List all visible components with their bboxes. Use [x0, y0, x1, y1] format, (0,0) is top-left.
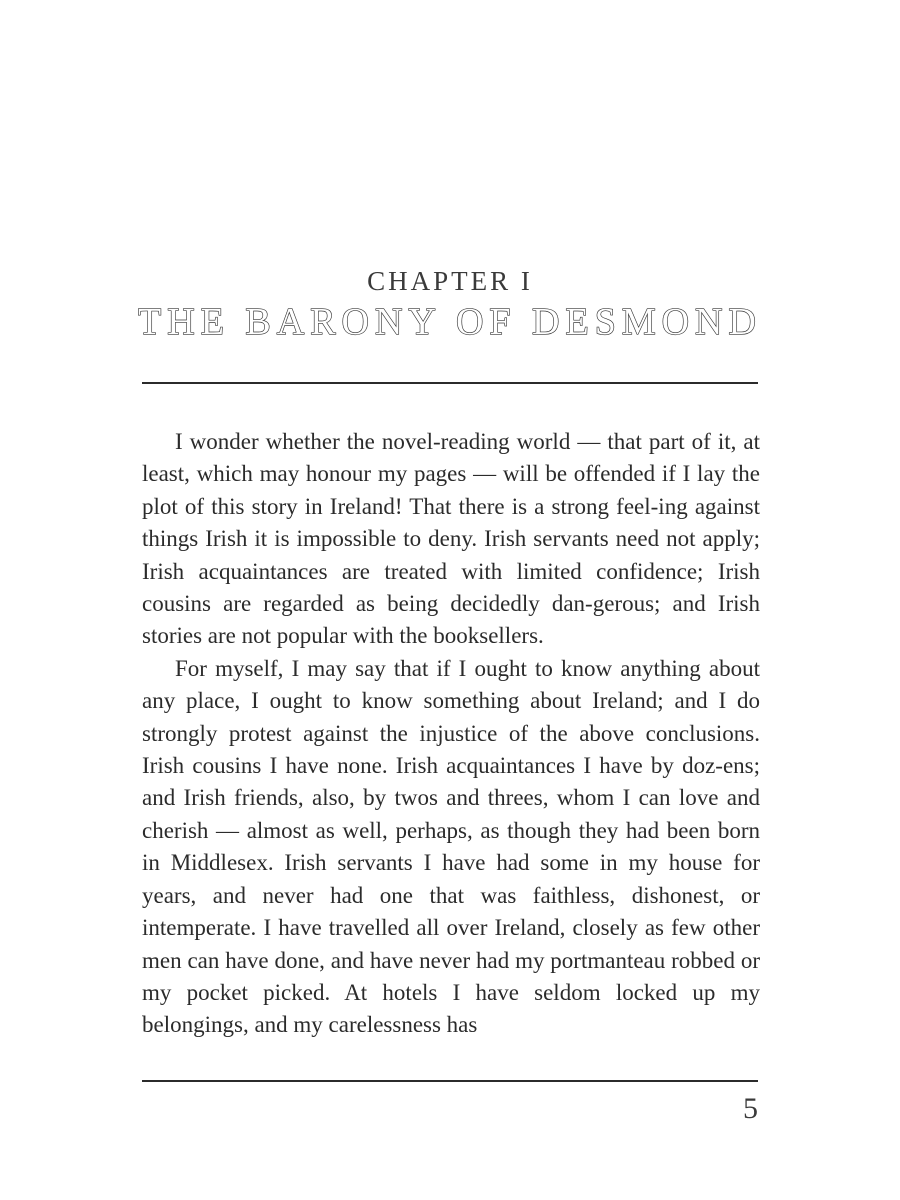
page-number: 5: [743, 1092, 758, 1125]
paragraph-1: I wonder whether the novel-reading world — that part of it, at least, which may honour my pages — will be offended if I lay the plot of this story in Ireland! That there is a strong feel-ing against things Irish it is impossible to deny. Irish servants need not apply; Irish acquaintances are treated with limited confidence; Irish cousins are regarded as being decidedly dan-gerous; and Irish stories are not popular with the booksellers.: [142, 429, 760, 649]
chapter-label: CHAPTER I: [367, 266, 533, 296]
chapter-body: [142, 426, 760, 1042]
chapter-title: THE BARONY OF DESMOND: [138, 301, 762, 343]
paragraph-2: For myself, I may say that if I ought to know anything about any place, I ought to know something about Ireland; and I do strongly protest against the injustice of the above conclusions. Irish cousins I have none. Irish acquaintances I have by doz-ens; and Irish friends, also, by twos and threes, whom I can love and cherish — almost as well, perhaps, as though they had been born in Middlesex. Irish servants I have had some in my house for years, and never had one that was faithless, dishonest, or intemperate. I have travelled all over Ireland, closely as few other men can have done, and have never had my portmanteau robbed or my pocket picked. At hotels I have seldom locked up my belongings, and my carelessness has: [142, 655, 760, 1038]
bottom-rule-divider: [142, 1080, 758, 1082]
top-rule-divider: [142, 382, 758, 384]
